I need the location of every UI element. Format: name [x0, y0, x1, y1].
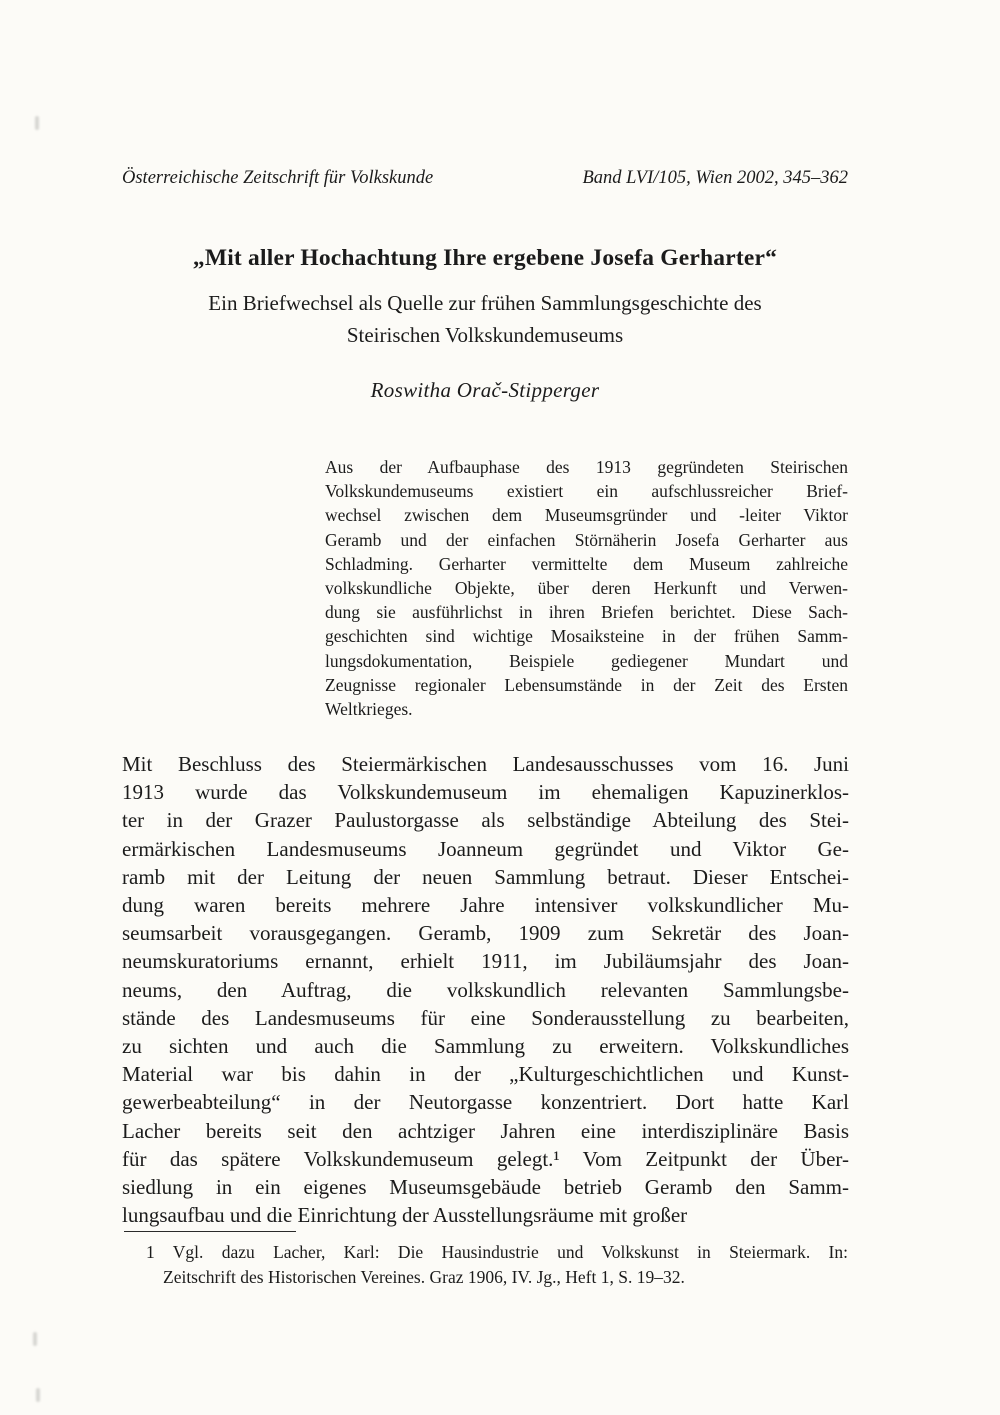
text-line: Weltkrieges.	[325, 699, 413, 720]
article-subtitle	[122, 288, 848, 351]
text-line: lungsaufbau und die Einrichtung der Ausstellungsräume mit großer	[122, 1203, 688, 1228]
text-line: Ein Briefwechsel als Quelle zur frühen Sammlungsgeschichte des	[208, 291, 762, 315]
footnote	[146, 1240, 848, 1290]
text-line: dung sie ausführlichst in ihren Briefen berichtet. Diese Sach-	[325, 602, 848, 623]
scan-artifact	[33, 1332, 37, 1346]
text-line: Geramb und der einfachen Störnäherin Josefa Gerharter aus	[325, 529, 848, 550]
article-title: „Mit aller Hochachtung Ihre ergebene Josefa Gerharter“	[192, 245, 778, 271]
text-line: 1913 wurde das Volkskundemuseum im ehemaligen Kapuzinerklos-	[122, 780, 849, 805]
text-line: Material war bis dahin in der „Kulturgeschichtlichen und Kunst-	[122, 1062, 849, 1087]
text-line: dung waren bereits mehrere Jahre intensiver volkskundlicher Mu-	[122, 893, 849, 918]
text-line: Zeugnisse regionaler Lebensumstände in der Zeit des Ersten	[325, 674, 848, 695]
text-line: Aus der Aufbauphase des 1913 gegründeten Steirischen	[325, 457, 848, 477]
journal-issue: Band LVI/105, Wien 2002, 345–362	[582, 168, 848, 188]
text-line: siedlung in ein eigenes Museumsgebäude betrieb Geramb den Samm-	[122, 1175, 849, 1200]
text-line: für das spätere Volkskundemuseum gelegt.¹ Vom Zeitpunkt der Über-	[122, 1146, 849, 1171]
text-line: neums, den Auftrag, die volkskundlich relevanten Sammlungsbe-	[122, 977, 849, 1002]
text-line: zu sichten und auch die Sammlung zu erweitern. Volkskundliches	[122, 1034, 849, 1059]
body-text	[122, 750, 849, 1229]
text-line: lungsdokumentation, Beispiele gediegener Mundart und	[325, 650, 848, 671]
author-name: Roswitha Orač-Stipperger	[370, 378, 600, 402]
text-line: Steirischen Volkskundemuseums	[346, 322, 624, 347]
text-line: Volkskundemuseums existiert ein aufschlussreicher Brief-	[325, 481, 848, 502]
text-line: volkskundliche Objekte, über deren Herkunft und Verwen-	[325, 578, 848, 599]
journal-name: Österreichische Zeitschrift für Volkskunde	[122, 168, 434, 188]
footnote-separator	[124, 1231, 296, 1232]
text-line: ermärkischen Landesmuseums Joanneum gegründet und Viktor Ge-	[122, 836, 849, 861]
text-line: geschichten sind wichtige Mosaiksteine in der frühen Samm-	[325, 626, 848, 647]
text-line: Mit Beschluss des Steiermärkischen Landesausschusses vom 16. Juni	[122, 752, 849, 776]
text-line: wechsel zwischen dem Museumsgründer und -leiter Viktor	[325, 505, 848, 526]
text-line: neumskuratoriums ernannt, erhielt 1911, im Jubiläumsjahr des Joan-	[122, 949, 849, 974]
text-line: stände des Landesmuseums für eine Sonderausstellung zu bearbeiten,	[122, 1005, 849, 1030]
text-line: seumsarbeit vorausgegangen. Geramb, 1909 zum Sekretär des Joan-	[122, 921, 849, 946]
text-line: gewerbeabteilung“ in der Neutorgasse konzentriert. Dort hatte Karl	[122, 1090, 849, 1115]
text-line: ramb mit der Leitung der neuen Sammlung betraut. Dieser Entschei-	[122, 864, 849, 889]
text-line: Zeitschrift des Historischen Vereines. Graz 1906, IV. Jg., Heft 1, S. 19–32.	[163, 1267, 685, 1287]
text-line: 1 Vgl. dazu Lacher, Karl: Die Hausindustrie und Volkskunst in Steiermark. In:	[146, 1242, 848, 1262]
scan-artifact	[36, 1388, 40, 1402]
scan-artifact	[35, 116, 39, 130]
text-line: Schladming. Gerharter vermittelte dem Museum zahlreiche	[325, 553, 848, 574]
text-line: Lacher bereits seit den achtziger Jahren eine interdisziplinäre Basis	[122, 1118, 849, 1143]
text-line: ter in der Grazer Paulustorgasse als selbständige Abteilung des Stei-	[122, 808, 849, 833]
abstract	[325, 455, 848, 721]
journal-header	[122, 168, 848, 189]
